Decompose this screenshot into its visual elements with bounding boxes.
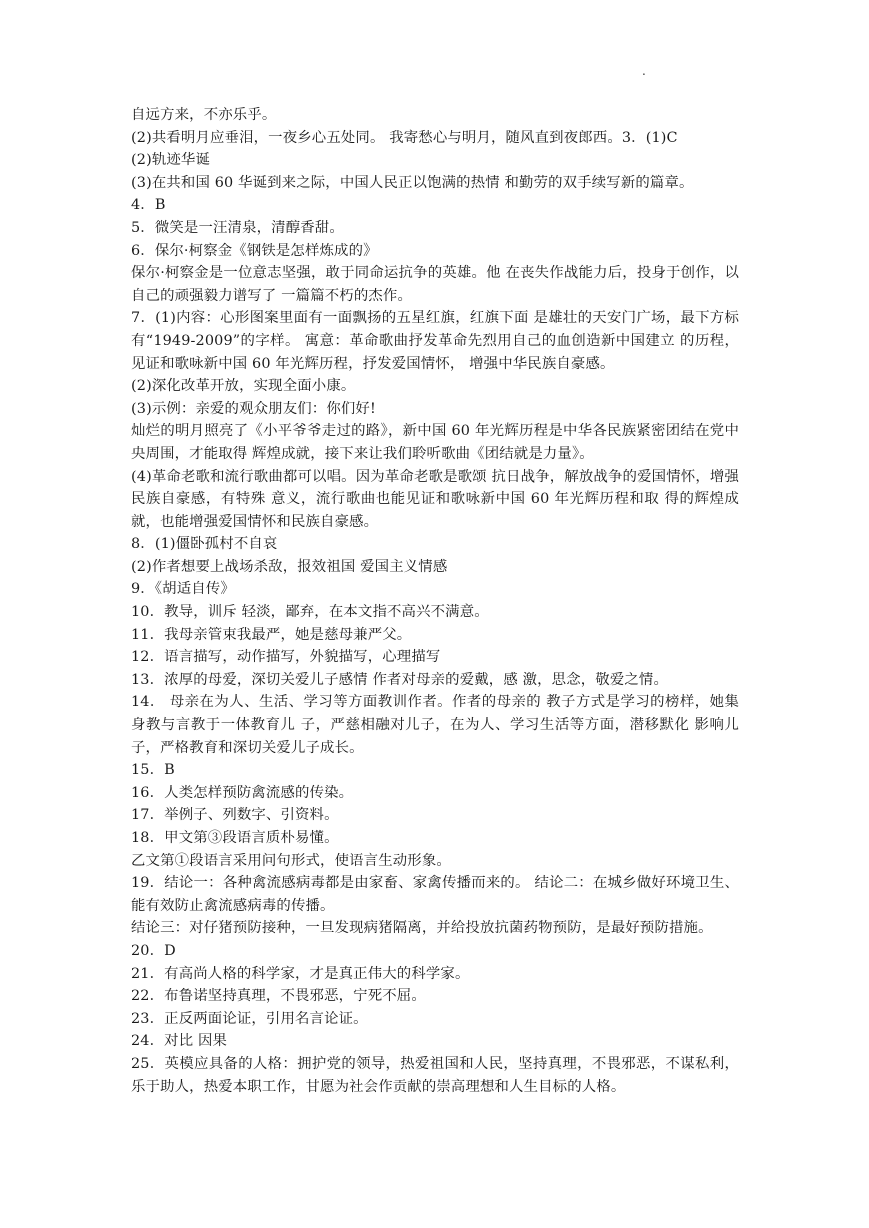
text-line: (3)在共和国 60 华诞到来之际，中国人民正以饱满的热情 和勤劳的双手续写新的篇章。	[131, 174, 694, 191]
text-line: 16．人类怎样预防禽流感的传染。	[131, 784, 354, 801]
text-line: 23．正反两面论证，引用名言论证。	[131, 1010, 368, 1027]
text-line: 10．教导，训斥 轻淡，鄙弃，在本文指不高兴不满意。	[131, 604, 489, 621]
text-line: 15．B	[131, 762, 175, 779]
answer-text-body	[131, 104, 739, 1098]
text-line: 4．B	[131, 197, 166, 214]
text-line: 自远方来，不亦乐乎。	[131, 107, 277, 123]
text-line: (2)共看明月应垂泪，一夜乡心五处同。 我寄愁心与明月，随风直到夜郎西。3．(1)C	[131, 129, 678, 146]
text-line: 25．英模应具备的人格：拥护党的领导，热爱祖国和人民，坚持真理，不畏邪恶，不谋私利，乐于助人，热爱本职工作，甘愿为社会作贡献的崇高理想和人生目标的人格。	[131, 1055, 739, 1095]
text-line: 12．语言描写，动作描写，外貌描写，心理描写	[131, 649, 441, 666]
text-line: 18．甲文第③段语言质朴易懂。	[131, 830, 339, 846]
text-line: 20．D	[131, 942, 176, 959]
text-line: 乙文第①段语言采用问句形式，使语言生动形象。	[131, 852, 451, 869]
text-line: 13．浓厚的母爱，深切关爱儿子感情 作者对母亲的爱戴，感 激，思念，敬爱之情。	[131, 671, 668, 688]
text-line: 8．(1)僵卧孤村不自哀	[131, 536, 278, 553]
text-line: 14． 母亲在为人、生活、学习等方面教训作者。作者的母亲的 教子方式是学习的榜样，她集身教与言教于一体教育儿 子，严慈相融对儿子，在为人、学习生活等方面，潜移默化 影响儿子，严格教育和深切关爱儿子成长。	[131, 694, 739, 756]
text-line: (2)轨迹华诞	[131, 152, 210, 169]
text-line: 24．对比 因果	[131, 1033, 228, 1050]
text-line: 7．(1)内容：心形图案里面有一面飘扬的五星红旗，红旗下面 是雄壮的天安门广场，最下方标有“1949-2009”的字样。 寓意：革命歌曲抒发革命先烈用自己的血创造新中国建立 的历程，见证和歌咏新中国 60 年光辉历程，抒发爱国情怀， 增强中华民族自豪感。	[131, 310, 739, 372]
text-line: 11．我母亲管束我最严，她是慈母兼严父。	[131, 626, 412, 643]
text-line: 19．结论一：各种禽流感病毒都是由家畜、家禽传播而来的。 结论二：在城乡做好环境卫生、能有效防止禽流感病毒的传播。	[131, 875, 739, 914]
text-line: 保尔·柯察金是一位意志坚强，敢于同命运抗争的英雄。他 在丧失作战能力后，投身于创作，以自己的顽强毅力谱写了 一篇篇不朽的杰作。	[131, 265, 739, 304]
text-line: (3)示例：亲爱的观众朋友们：你们好!	[131, 400, 376, 417]
text-line: 结论三：对仔猪预防接种，一旦发现病猪隔离，并给投放抗菌药物预防，是最好预防措施。	[131, 920, 713, 937]
header-mark: .	[642, 64, 646, 78]
text-line: 21．有高尚人格的科学家，才是真正伟大的科学家。	[131, 965, 470, 982]
text-line: 17．举例子、列数字、引资料。	[131, 807, 339, 824]
text-line: 9．《胡适自传》	[131, 581, 235, 598]
text-line: 5．微笑是一汪清泉，清醇香甜。	[131, 219, 344, 236]
text-line: (2)作者想要上战场杀敌，报效祖国 爱国主义情感	[131, 558, 448, 575]
text-line: 22．布鲁诺坚持真理，不畏邪恶，宁死不屈。	[131, 988, 426, 1005]
text-line: (2)深化改革开放，实现全面小康。	[131, 378, 356, 395]
text-line: 灿烂的明月照亮了《小平爷爷走过的路》，新中国 60 年光辉历程是中华各民族紧密团结在党中央周围，才能取得 辉煌成就，接下来让我们聆听歌曲《团结就是力量》。	[131, 423, 739, 462]
text-line: 6．保尔·柯察金《钢铁是怎样炼成的》	[131, 242, 378, 259]
text-line: (4)革命老歌和流行歌曲都可以唱。因为革命老歌是歌颂 抗日战争，解放战争的爱国情怀，增强民族自豪感，有特殊 意义，流行歌曲也能见证和歌咏新中国 60 年光辉历程和取 得的辉煌成就，也能增强爱国情怀和民族自豪感。	[131, 468, 739, 530]
